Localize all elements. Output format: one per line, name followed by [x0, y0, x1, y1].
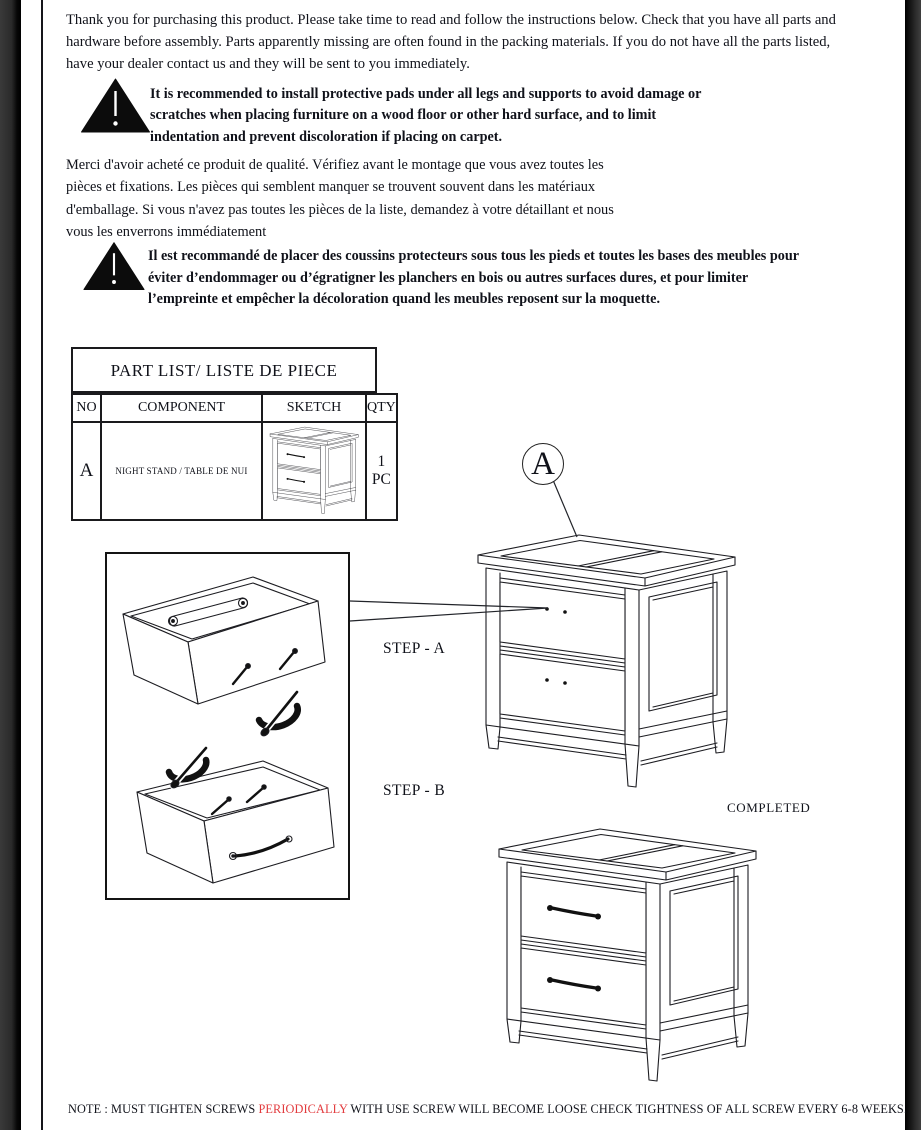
intro-fr-line: d'emballage. Si vous n'avez pas toutes les pièces de la liste, demandez à votre détaillant et nous: [66, 201, 614, 218]
step-b-label: STEP - B: [383, 782, 446, 799]
tighten-screws-note: [68, 1102, 907, 1117]
intro-paragraph-en: [66, 10, 836, 75]
callout-circle-a: A: [522, 443, 564, 485]
drawer-install-box: [105, 552, 350, 900]
warning-text-fr: [148, 246, 799, 311]
table-header-row: [72, 394, 397, 422]
intro-fr-line: vous les enverrons immédiatement: [66, 223, 267, 240]
scan-edge-left: [0, 0, 21, 1130]
col-header-no: NO: [72, 394, 101, 422]
warning-triangle-icon: [80, 78, 151, 134]
part-component-cell: NIGHT STAND / TABLE DE NUI: [101, 422, 262, 520]
warning-fr-line: Il est recommandé de placer des coussins protecteurs sous tous les pieds et toutes les bases des meubles pour: [148, 248, 800, 264]
intro-en-line: Thank you for purchasing this product. Please take time to read and follow the instructions below. Check that you have all parts and: [66, 12, 836, 28]
warning-triangle-icon: [83, 240, 145, 293]
note-highlight: PERIODICALLY: [258, 1102, 348, 1116]
nightstand-completed-diagram: [494, 827, 760, 1085]
part-qty-cell: 1 PC: [366, 422, 397, 520]
page-border-line: [41, 0, 43, 1130]
step-a-label: STEP - A: [383, 640, 446, 657]
warning-en-line: It is recommended to install protective pads under all legs and supports to avoid damage or: [150, 86, 702, 102]
drawer-handle-install-diagram: [107, 554, 348, 898]
warning-en-line: indentation and prevent discoloration if placing on carpet.: [150, 128, 503, 145]
warning-fr-line: l’empreinte et empêcher la décoloration quand les meubles reposent sur la moquette.: [148, 291, 661, 307]
scan-edge-right: [905, 0, 921, 1130]
col-header-sketch: SKETCH: [262, 394, 366, 422]
intro-en-line: hardware before assembly. Parts apparently missing are often found in the packing materials. If you do not have all the parts listed,: [66, 33, 831, 50]
warning-en-line: scratches when placing furniture on a wood floor or other hard surface, and to limit: [150, 107, 657, 124]
intro-fr-line: Merci d'avoir acheté ce produit de qualité. Vérifiez avant le montage que vous avez toutes les: [66, 157, 604, 173]
note-prefix: NOTE : MUST TIGHTEN SCREWS: [68, 1102, 259, 1116]
intro-paragraph-fr: [66, 154, 614, 243]
note-suffix: WITH USE SCREW WILL BECOME LOOSE CHECK TIGHTNESS OF ALL SCREW EVERY 6-8 WEEKS.: [347, 1102, 908, 1116]
col-header-qty: QTY: [366, 394, 397, 422]
intro-fr-line: pièces et fixations. Les pièces qui semblent manquer se trouvent souvent dans les matériaux: [66, 179, 596, 196]
warning-fr-line: éviter d’endommager ou d’égratigner les planchers en bois ou autres surfaces dures, et pour limiter: [148, 269, 749, 286]
warning-text-en: [150, 84, 701, 148]
part-list-title: PART LIST/ LISTE DE PIECE: [71, 347, 377, 393]
intro-en-line: have your dealer contact us and they will be sent to you immediately.: [66, 55, 470, 72]
part-no-cell: A: [72, 422, 101, 520]
col-header-component: COMPONENT: [101, 394, 262, 422]
completed-label: COMPLETED: [727, 800, 811, 815]
